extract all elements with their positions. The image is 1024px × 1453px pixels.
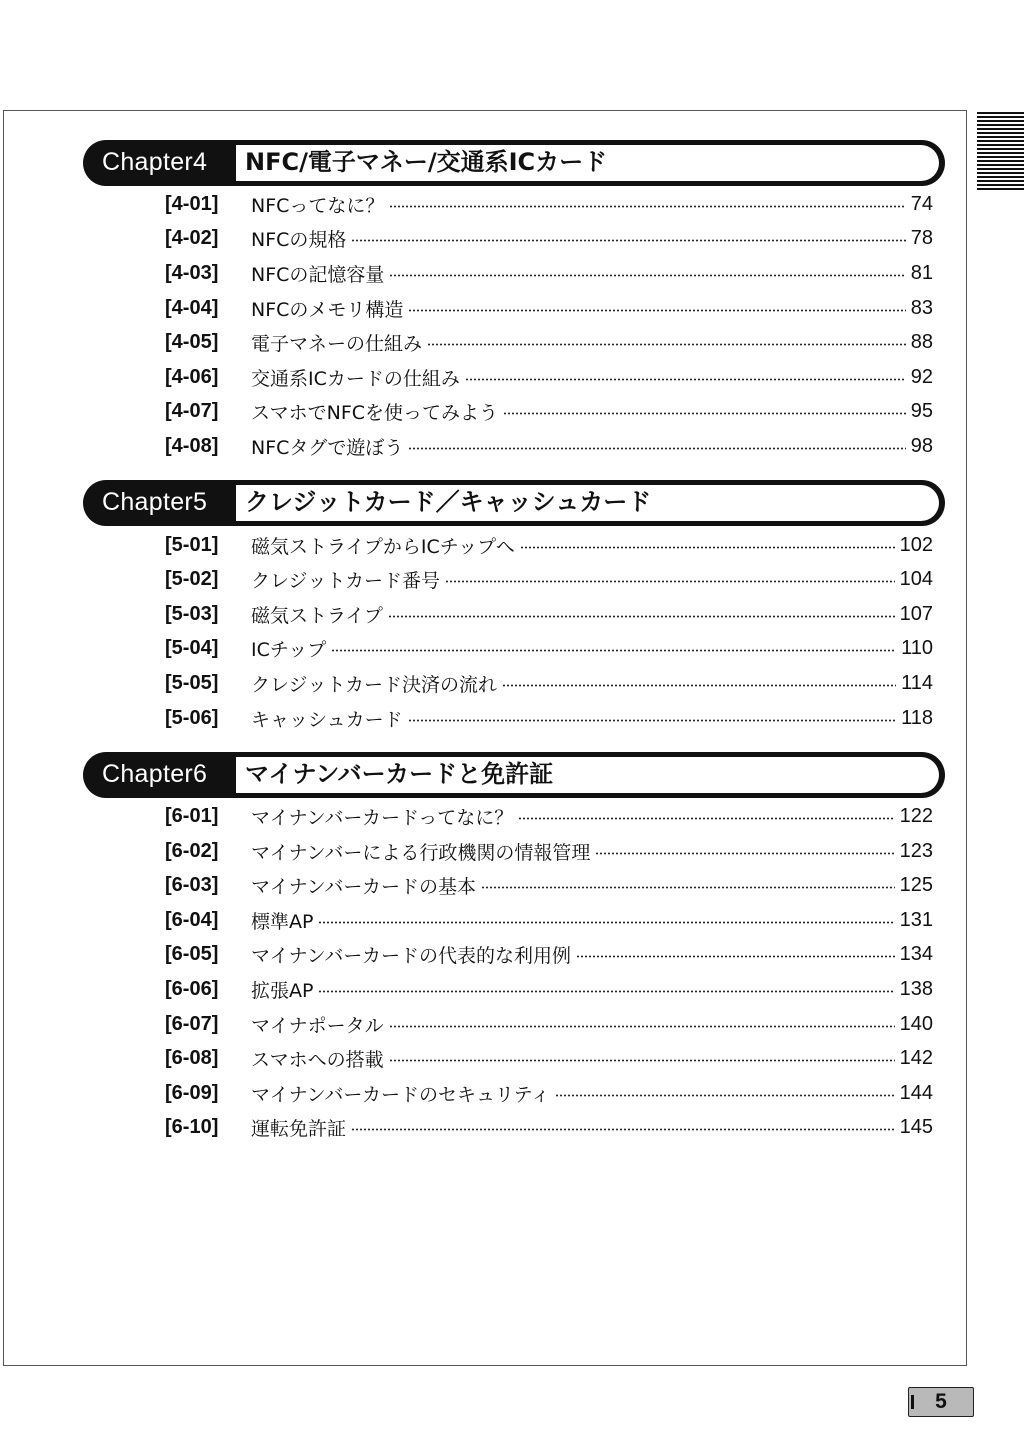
chapter-label: Chapter6 [102,760,208,788]
page-ref: 95 [910,399,933,422]
toc-entry[interactable] [165,670,933,696]
page-ref: 104 [899,567,933,590]
section-number: [5-04] [165,636,219,659]
section-number: [6-06] [165,977,219,1000]
section-title: 磁気ストライプからICチップへ [251,535,515,558]
page-ref: 102 [899,533,933,556]
section-number: [4-03] [165,261,219,284]
page-ref: 138 [899,977,933,1000]
toc-entry[interactable] [165,532,933,558]
toc-entry[interactable] [165,601,933,627]
toc-entry[interactable] [165,1114,933,1140]
chapter-label: Chapter4 [102,148,208,176]
section-number: [5-01] [165,533,219,556]
dot-leader [445,580,895,583]
page-ref: 83 [910,296,933,319]
page-ref: 98 [910,434,933,457]
page-ref: 140 [899,1012,933,1035]
dot-leader [408,719,896,722]
section-number: [6-08] [165,1046,219,1069]
section-title: マイナンバーカードってなに？ [251,806,514,829]
toc-entry[interactable] [165,1080,933,1106]
section-title: クレジットカード決済の流れ [251,673,497,696]
dot-leader [408,309,905,312]
toc-entry[interactable] [165,838,933,864]
page-ref: 125 [899,873,933,896]
section-title: スマホでNFCを使ってみよう [251,401,499,424]
chapter-header [83,140,945,186]
page-ref: 114 [901,671,933,694]
dot-leader [389,274,905,277]
toc-entry[interactable] [165,705,933,731]
toc-entry[interactable] [165,260,933,286]
section-title: マイナポータル [251,1014,384,1037]
section-title: 標準AP [251,910,314,933]
section-title: NFCってなに？ [251,194,385,217]
dot-leader [331,649,896,652]
toc-entry[interactable] [165,295,933,321]
page-ref: 131 [899,908,933,931]
page-ref: 122 [899,804,933,827]
page-ref: 110 [901,636,933,659]
section-title: 運転免許証 [251,1117,347,1140]
section-number: [4-06] [165,365,219,388]
toc-entry[interactable] [165,635,933,661]
section-title: マイナンバーカードの代表的な利用例 [251,944,571,967]
section-title: マイナンバーによる行政機関の情報管理 [251,841,591,864]
section-title: 交通系ICカードの仕組み [251,367,460,390]
page-ref: 88 [910,330,933,353]
chapter-title-box [236,145,939,181]
page-ref: 144 [899,1081,933,1104]
page-ref: 123 [899,839,933,862]
dot-leader [576,955,895,958]
section-number: [6-02] [165,839,219,862]
section-number: [6-09] [165,1081,219,1104]
section-title: 拡張AP [251,979,314,1002]
chapter-header [83,752,945,798]
dot-leader [465,378,906,381]
section-title: マイナンバーカードの基本 [251,875,476,898]
page-ref: 81 [910,261,933,284]
dot-leader [389,1025,895,1028]
page-number-box [908,1387,974,1417]
toc-entry[interactable] [165,329,933,355]
section-number: [4-05] [165,330,219,353]
dot-leader [408,447,905,450]
dot-leader [555,1094,895,1097]
page-ref: 118 [901,706,933,729]
toc-entry[interactable] [165,907,933,933]
section-number: [4-07] [165,399,219,422]
dot-leader [389,205,905,208]
page-ref: 107 [899,602,933,625]
section-number: [6-03] [165,873,219,896]
section-number: [4-08] [165,434,219,457]
section-title: NFCの規格 [251,228,347,251]
dot-leader [520,546,895,549]
section-title: キャッシュカード [251,708,403,731]
toc-entry[interactable] [165,1045,933,1071]
section-title: 電子マネーの仕組み [251,332,423,355]
page-ref: 145 [899,1115,933,1138]
dot-leader [518,817,894,820]
chapter-label: Chapter5 [102,488,208,516]
dot-leader [318,990,894,993]
dot-leader [481,886,895,889]
section-number: [4-04] [165,296,219,319]
section-number: [6-10] [165,1115,219,1138]
section-number: [6-05] [165,942,219,965]
section-number: [5-03] [165,602,219,625]
toc-entry[interactable] [165,433,933,459]
section-title: 磁気ストライプ [251,604,383,627]
section-title: マイナンバーカードのセキュリティ [251,1083,551,1106]
dot-leader [351,1128,895,1131]
dot-leader [595,852,894,855]
chapter-title-box [236,757,939,793]
dot-leader [389,1059,895,1062]
chapter-title: NFC/電子マネー/交通系ICカード [245,148,608,176]
thumb-index-tab [977,112,1024,192]
toc-entry[interactable] [165,566,933,592]
page-ref: 142 [899,1046,933,1069]
section-title: NFCのメモリ構造 [251,298,404,321]
section-number: [5-05] [165,671,219,694]
toc-entry[interactable] [165,191,933,217]
section-number: [6-07] [165,1012,219,1035]
section-number: [4-02] [165,226,219,249]
section-number: [6-01] [165,804,219,827]
dot-leader [502,684,896,687]
chapter-title-box [236,485,939,521]
section-title: NFCタグで遊ぼう [251,436,404,459]
toc-entry[interactable] [165,225,933,251]
chapter-title: クレジットカード／キャッシュカード [245,488,652,516]
page-ref: 74 [910,192,933,215]
section-number: [6-04] [165,908,219,931]
toc-entry[interactable] [165,803,933,829]
toc-entry[interactable] [165,941,933,967]
toc-entry[interactable] [165,364,933,390]
section-title: NFCの記憶容量 [251,263,385,286]
section-number: [5-06] [165,706,219,729]
dot-leader [318,921,894,924]
page-ref: 134 [899,942,933,965]
dot-leader [388,615,895,618]
toc-entry[interactable] [165,1011,933,1037]
chapter-title: マイナンバーカードと免許証 [245,760,554,788]
dot-leader [503,412,906,415]
chapter-header [83,480,945,526]
toc-entry[interactable] [165,872,933,898]
section-number: [5-02] [165,567,219,590]
toc-entry[interactable] [165,398,933,424]
section-title: スマホへの搭載 [251,1048,384,1071]
dot-leader [351,239,905,242]
page-ref: 78 [910,226,933,249]
section-title: ICチップ [251,638,327,661]
page-ref: 92 [910,365,933,388]
dot-leader [427,343,906,346]
section-number: [4-01] [165,192,219,215]
section-title: クレジットカード番号 [251,569,440,592]
toc-entry[interactable] [165,976,933,1002]
page-number: 5 [935,1390,947,1413]
